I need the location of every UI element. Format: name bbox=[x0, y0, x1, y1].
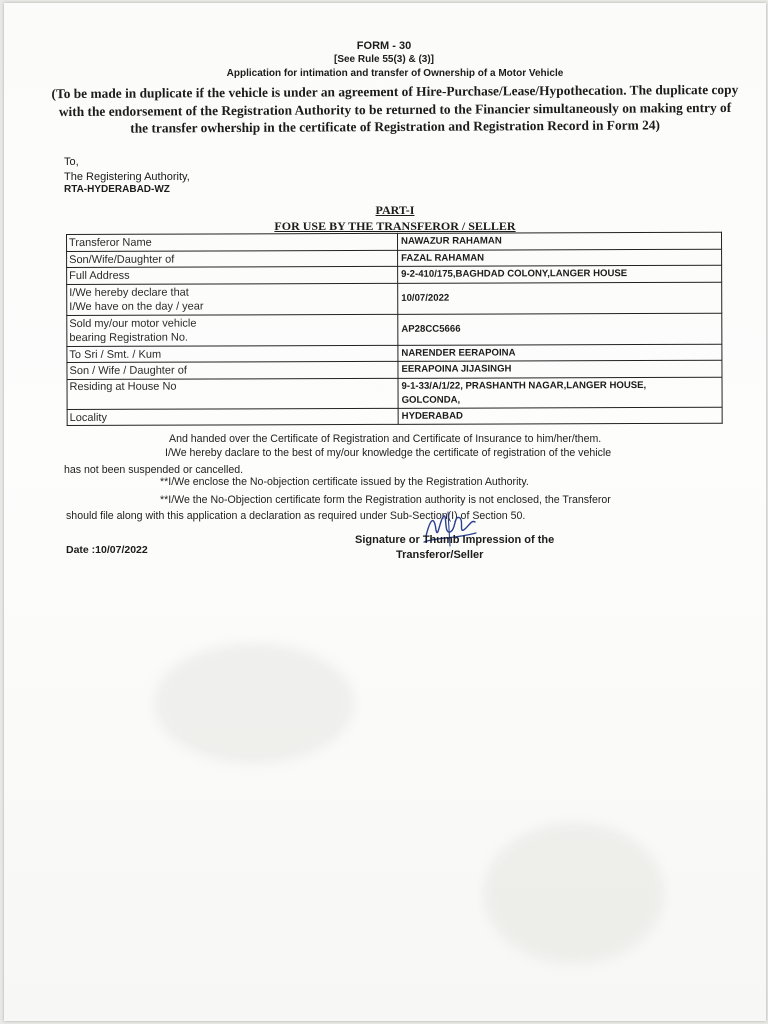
application-date: Date :10/07/2022 bbox=[66, 544, 148, 556]
row-value-line: 9-1-33/A/1/22, PRASHANTH NAGAR,LANGER HOUSE, bbox=[401, 379, 647, 392]
row-label: Residing at House No bbox=[67, 378, 398, 409]
row-value: FAZAL RAHAMAN bbox=[398, 249, 722, 266]
row-label-line: I/We hereby declare that bbox=[69, 286, 189, 299]
row-label-line: bearing Registration No. bbox=[69, 331, 189, 344]
noc-not-enclosed-line-1: **I/We the No-Objection certificate form the Registration authority is not enclosed, the Transferor bbox=[160, 494, 611, 506]
row-label-line: I/We have on the day / year bbox=[69, 300, 204, 313]
to-line: To, bbox=[64, 156, 79, 168]
rta-office: RTA-HYDERABAD-WZ bbox=[64, 184, 170, 195]
row-value: NAWAZUR RAHAMAN bbox=[397, 232, 721, 250]
row-value bbox=[398, 377, 722, 408]
duplicate-note: (To be made in duplicate if the vehicle is under an agreement of Hire-Purchase/Lease/Hypothecation. The duplicate copy with the endorsement of the Registration Authority to be returned to the Financier simultaneously on making entry of the transfer owhership in the certificate of Registration and Registration Record in Form 24) bbox=[51, 81, 739, 136]
transferor-details-table bbox=[66, 232, 723, 426]
paper-smudge bbox=[154, 643, 354, 763]
noc-not-enclosed-line-2: should file along with this application a declaration as required under Sub-Section(I) of Section 50. bbox=[66, 510, 526, 522]
declaration-line-2: has not been suspended or cancelled. bbox=[64, 464, 244, 476]
registering-authority: The Registering Authority, bbox=[64, 171, 190, 183]
row-label: Son / Wife / Daughter of bbox=[67, 361, 398, 379]
signature-caption: Signature or Thumb Impression of the bbox=[355, 534, 555, 546]
row-value: HYDERABAD bbox=[398, 407, 722, 424]
rule-reference: [See Rule 55(3) & (3)] bbox=[333, 54, 435, 65]
table-row bbox=[67, 377, 722, 409]
table-row bbox=[67, 313, 722, 346]
form-number: FORM - 30 bbox=[356, 40, 412, 52]
row-value: 10/07/2022 bbox=[398, 282, 722, 314]
row-label: Transferor Name bbox=[67, 233, 398, 251]
noc-enclosed-statement: **I/We enclose the No-objection certificate issued by the Registration Authority. bbox=[160, 476, 529, 488]
declaration-line-1: I/We hereby daclare to the best of my/our knowledge the certificate of registration of the vehicle bbox=[165, 447, 612, 459]
table-row bbox=[67, 407, 722, 425]
row-label: Son/Wife/Daughter of bbox=[67, 250, 398, 267]
part-subtitle: FOR USE BY THE TRANSFEROR / SELLER bbox=[274, 219, 516, 233]
row-label: Locality bbox=[67, 408, 398, 425]
signature-role: Transferor/Seller bbox=[396, 549, 484, 561]
row-value-line: GOLCONDA, bbox=[401, 394, 461, 406]
form-subtitle: Application for intimation and transfer of Ownership of a Motor Vehicle bbox=[226, 68, 564, 79]
handover-statement: And handed over the Certificate of Registration and Certificate of Insurance to him/her/them. bbox=[169, 433, 602, 445]
row-label-line: Sold my/our motor vehicle bbox=[69, 317, 197, 330]
row-value: EERAPOINA JIJASINGH bbox=[398, 360, 722, 378]
row-value: 9-2-410/175,BAGHDAD COLONY,LANGER HOUSE bbox=[398, 265, 722, 283]
row-label: Full Address bbox=[67, 266, 398, 284]
row-value: AP28CC5666 bbox=[398, 313, 722, 345]
part-title: PART-I bbox=[375, 203, 415, 217]
paper-smudge bbox=[484, 823, 664, 963]
row-label: To Sri / Smt. / Kum bbox=[67, 345, 398, 362]
table-row bbox=[67, 282, 722, 315]
row-label bbox=[67, 283, 398, 315]
row-value: NARENDER EERAPOINA bbox=[398, 344, 722, 361]
row-label bbox=[67, 314, 398, 346]
